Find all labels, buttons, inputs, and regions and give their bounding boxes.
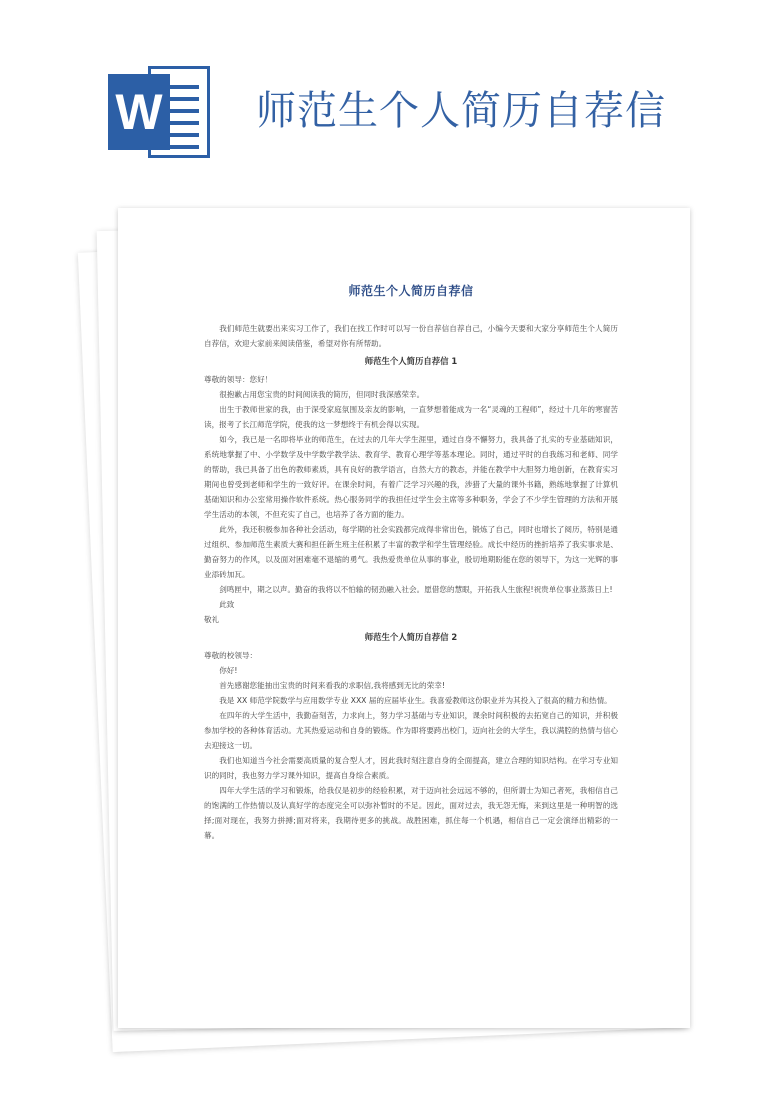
document-page: [118, 208, 690, 1028]
letter2-greeting: 你好!: [219, 666, 238, 675]
intro-paragraph: 我们师范生就要出来实习工作了，我们在找工作时可以写一份自荐信自荐自己，小编今天要和大家分享师范生个人简历自荐信，欢迎大家前来阅读借鉴，希望对你有所帮助。: [204, 324, 618, 348]
letter1-closing: 此致: [219, 600, 235, 609]
letter1-paragraph: 剑鸣匣中，期之以声。勤奋的我将以不怕输的韧劲融入社会。愿借您的慧眼，开拓我人生旅程!祝贵单位事业蒸蒸日上!: [219, 585, 613, 594]
banner-title: 师范生个人简历自荐信: [256, 88, 666, 134]
letter2-paragraph: 首先感谢您能抽出宝贵的时间来看我的求职信,我将感到无比的荣幸!: [219, 681, 445, 690]
letter1-paragraph: 此外，我还积极参加各种社会活动，每学期的社会实践都完成得非常出色，锻炼了自己，同时也增长了阅历，特别是通过组织、参加师范生素质大赛和担任新生班主任积累了丰富的教学和学生管理经验。成长中经历的挫折培养了我实事求是、勤奋努力的作风，以及面对困难毫不退缩的勇气。我热爱贵单位从事的事业，殷切地期盼能在您的领导下，为这一光辉的事业添砖加瓦。: [204, 525, 618, 579]
letter2-paragraph: 我们也知道当今社会需要高质量的复合型人才，因此我时刻注意自身的全面提高，建立合理的知识结构。在学习专业知识的同时，我也努力学习课外知识，提高自身综合素质。: [204, 756, 618, 780]
letter2-heading: 师范生个人简历自荐信 2: [364, 632, 458, 642]
document-title: 师范生个人简历自荐信: [348, 284, 474, 298]
letter2-salutation: 尊敬的校领导：: [204, 651, 258, 660]
header-banner: [0, 0, 780, 200]
letter1-paragraph: 如今，我已是一名即将毕业的师范生，在过去的几年大学生涯里，通过自身不懈努力，我具备了扎实的专业基础知识，系统地掌握了中、小学数学及中学数学教学法、教育学、教育心理学等基本理论。同时，通过平时的自我练习和老师、同学的帮助，我已具备了出色的教师素质，具有良好的教学语言，自然大方的教态，并能在教学中大胆努力地创新，在教育实习期间也曾受到老师和学生的一致好评。在课余时间，有着广泛学习兴趣的我，涉猎了大量的课外书籍，熟练地掌握了计算机基础知识和办公室常用操作软件系统。热心服务同学的我担任过学生会主席等多种职务，学会了不少学生管理的方法和开展学生活动的本领，不但充实了自己，也培养了各方面的能力。: [204, 435, 618, 519]
document-content: [204, 282, 618, 843]
letter1-paragraph: 出生于教师世家的我，由于深受家庭氛围及亲友的影响，一直梦想着能成为一名“灵魂的工程师”，经过十几年的寒窗苦读，报考了长江师范学院，使我的这一梦想终于有机会得以实现。: [204, 405, 618, 429]
word-document-icon: [108, 66, 214, 158]
letter1-salutation: 尊敬的领导：您好！: [204, 375, 273, 384]
word-letter-badge: W: [108, 74, 170, 150]
letter1-heading: 师范生个人简历自荐信 1: [364, 356, 458, 366]
letter2-paragraph: 我是 XX 师范学院数学与应用数学专业 XXX 届的应届毕业生。我喜爱教师这份职业并为其投入了很高的精力和热情。: [219, 696, 612, 705]
letter2-paragraph: 四年大学生活的学习和锻炼，给我仅是初步的经验积累，对于迈向社会远远不够的，但所谓士为知己者死，我相信自己的饱满的工作热情以及认真好学的态度完全可以弥补暂时的不足。因此，面对过去，我无怨无悔，来到这里是一种明智的选择;面对现在，我努力拼搏;面对将来，我期待更多的挑战。战胜困难，抓住每一个机遇，相信自己一定会演绎出精彩的一幕。: [204, 786, 618, 840]
letter1-regards: 敬礼: [204, 615, 220, 624]
letter1-paragraph: 很抱歉占用您宝贵的时间阅读我的简历，但同时我深感荣幸。: [219, 390, 425, 399]
letter2-paragraph: 在四年的大学生活中，我勤奋刻苦，力求向上，努力学习基础与专业知识，课余时间积极的去拓宽自己的知识，并积极参加学校的各种体育活动。尤其热爱运动和自身的锻炼。作为即将要跨出校门，迈向社会的大学生，我以满腔的热情与信心去迎接这一切。: [204, 711, 618, 750]
